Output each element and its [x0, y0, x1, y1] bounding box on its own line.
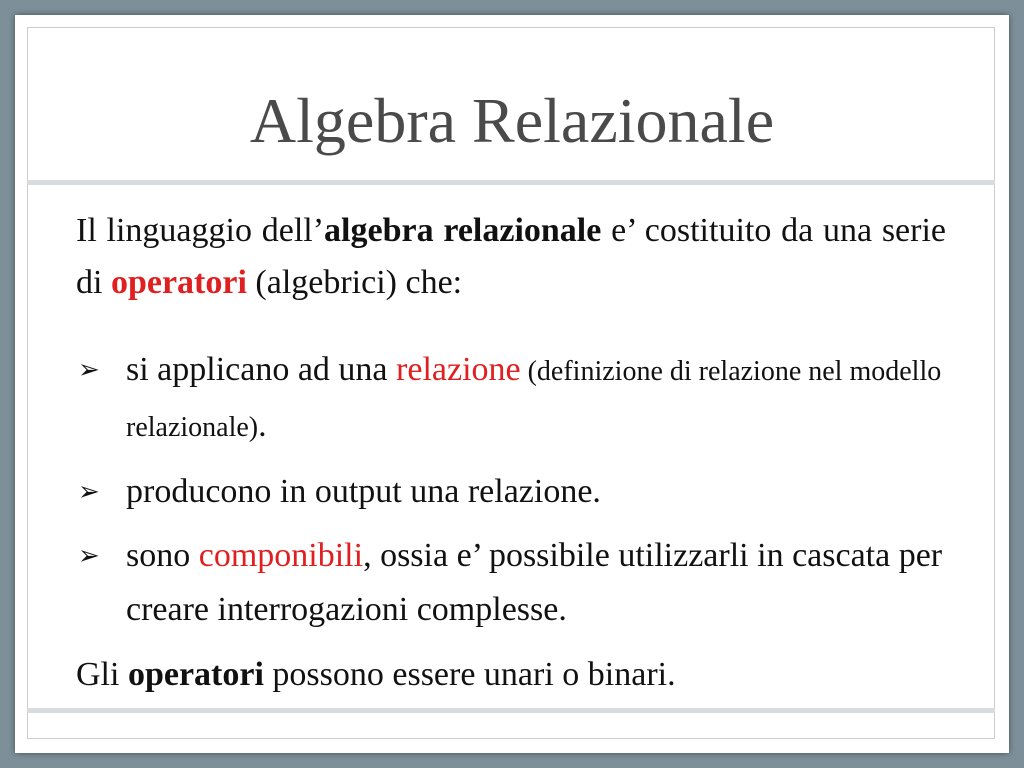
bullet-item-1	[76, 343, 946, 455]
closing-paragraph	[76, 649, 946, 701]
intro-bold-term: algebra relazionale	[324, 212, 602, 249]
closing-text-1: Gli	[76, 656, 128, 693]
intro-paragraph	[76, 205, 946, 309]
closing-text-2: possono essere unari o binari.	[263, 656, 676, 693]
bullet-1-note: (definizione di relazione nel modello relazionale)	[126, 356, 942, 443]
arrow-bullet-icon: ➢	[78, 477, 100, 507]
bullet-1-highlight: relazione	[396, 351, 521, 388]
bullet-3-highlight: componibili	[198, 537, 364, 574]
bullet-item-3	[76, 529, 946, 637]
slide-content	[76, 205, 946, 701]
arrow-bullet-icon: ➢	[78, 541, 100, 571]
intro-text-3: (algebrici) che:	[246, 264, 463, 301]
arrow-bullet-icon: ➢	[78, 355, 100, 385]
bullet-list	[76, 343, 946, 637]
intro-text-1: Il linguaggio dell’	[76, 212, 325, 249]
bullet-1-text-2: .	[258, 407, 267, 444]
footer-divider	[27, 708, 995, 713]
bullet-1-text-1: si applicano ad una	[126, 351, 397, 388]
closing-bold-term: operatori	[127, 656, 264, 693]
slide-title: Algebra Relazionale	[249, 85, 775, 156]
slide	[15, 15, 1009, 753]
bullet-2-text: producono in output una relazione.	[126, 473, 601, 510]
bullet-3-text-2: , ossia e’ possibile utilizzarli in cascata per creare interrogazioni complesse.	[126, 537, 943, 628]
intro-highlight-operatori: operatori	[110, 264, 247, 301]
bullet-3-text-1: sono	[126, 537, 199, 574]
title-divider	[27, 180, 995, 185]
bullet-item-2	[76, 465, 946, 519]
intro-text-2: e’ costituito da una serie di	[76, 212, 946, 301]
